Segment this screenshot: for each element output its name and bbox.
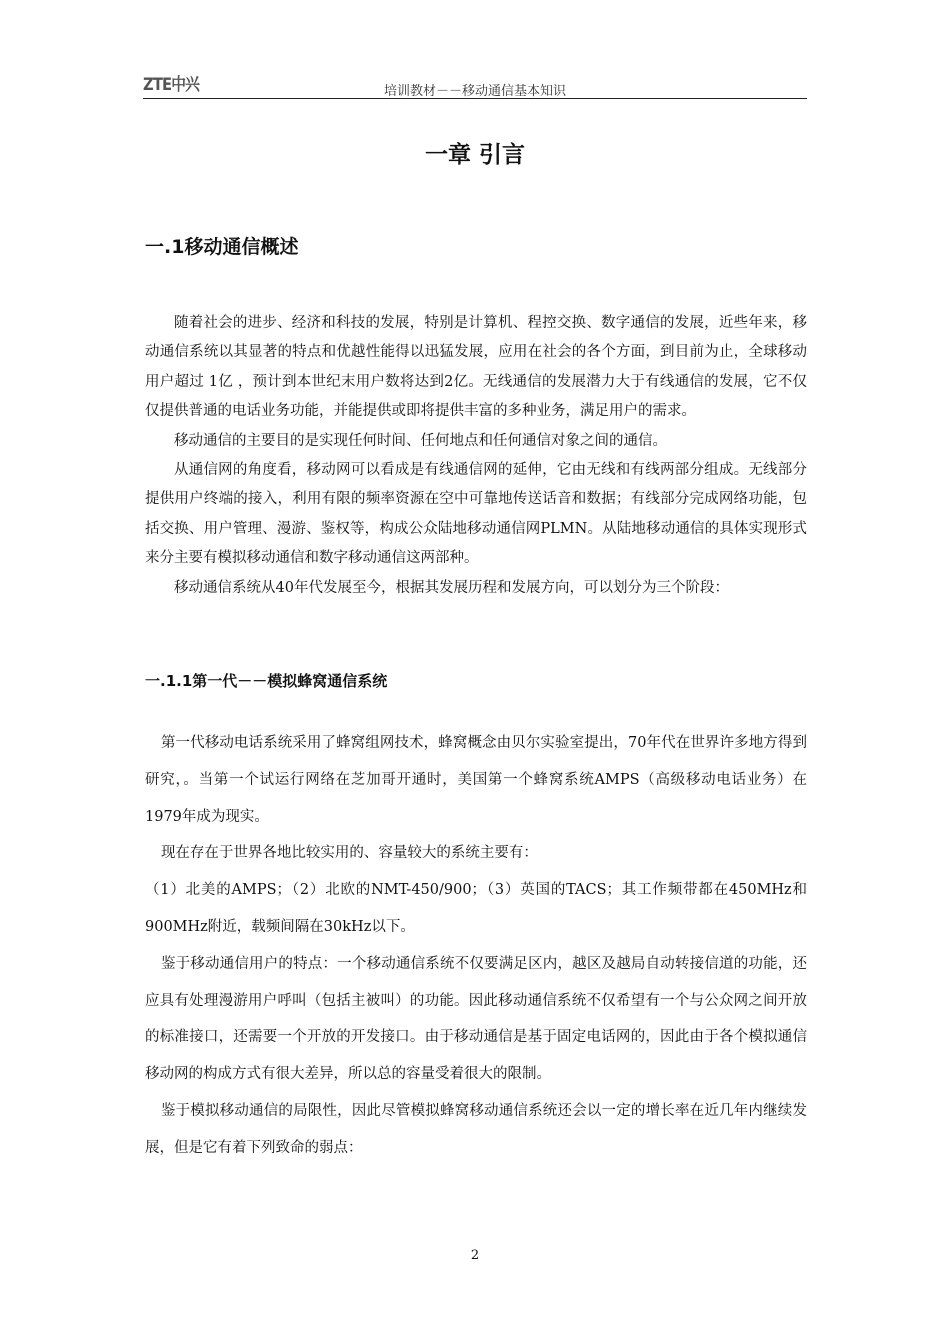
paragraph: 移动通信系统从40年代发展至今，根据其发展历程和发展方向，可以划分为三个阶段： xyxy=(174,579,729,596)
page-number: 2 xyxy=(470,1248,480,1263)
paragraph: 鉴于模拟移动通信的局限性，因此尽管模拟蜂窝移动通信系统还会以一定的增长率在近几年内继续发展，但是它有着下列致命的弱点： xyxy=(145,1102,807,1156)
chapter-title: 一章 引言 xyxy=(424,142,525,168)
svg-text:ZTE中兴: ZTE中兴 xyxy=(143,75,208,95)
section-body xyxy=(145,309,807,603)
header-title: 培训教材－－移动通信基本知识 xyxy=(383,84,566,99)
paragraph: （1）北美的AMPS；（2）北欧的NMT-450/900；（3）英国的TACS；其工作频带都在450MHz和900MHz附近，载频间隔在30kHz以下。 xyxy=(145,882,807,935)
paragraph: 从通信网的角度看，移动网可以看成是有线通信网的延伸，它由无线和有线两部分组成。无线部分提供用户终端的接入，利用有限的频率资源在空中可靠地传送话音和数据；有线部分完成网络功能，包括交换、用户管理、漫游、鉴权等，构成公众陆地移动通信网PLMN。从陆地移动通信的具体实现形式来分主要有模拟移动通信和数字移动通信这两部种。 xyxy=(145,462,807,567)
paragraph: 随着社会的进步、经济和科技的发展，特别是计算机、程控交换、数字通信的发展，近些年来，移动通信系统以其显著的特点和优越性能得以迅猛发展，应用在社会的各个方面，到目前为止，全球移动用户超过 1亿 ，预计到本世纪末用户数将达到2亿。无线通信的发展潜力大于有线通信的发展，它不仅仅提供普通的电话业务功能，并能提供或即将提供丰富的多种业务，满足用户的需求。 xyxy=(145,315,807,420)
paragraph: 第一代移动电话系统采用了蜂窝组网技术，蜂窝概念由贝尔实验室提出，70年代在世界许多地方得到研究，。当第一个试运行网络在芝加哥开通时，美国第一个蜂窝系统AMPS（高级移动电话业务）在1979年成为现实。 xyxy=(145,735,807,825)
page-header xyxy=(143,70,807,99)
paragraph: 现在存在于世界各地比较实用的、容量较大的系统主要有： xyxy=(160,845,538,862)
subsection-heading: 一.1.1第一代－－模拟蜂窝通信系统 xyxy=(145,672,388,690)
paragraph: 鉴于移动通信用户的特点：一个移动通信系统不仅要满足区内，越区及越局自动转接信道的功能，还应具有处理漫游用户呼叫（包括主被叫）的功能。因此移动通信系统不仅希望有一个与公众网之间开放的标准接口，还需要一个开放的开发接口。由于移动通信是基于固定电话网的，因此由于各个模拟通信移动网的构成方式有很大差异，所以总的容量受着很大的限制。 xyxy=(145,955,807,1083)
section-heading: 一.1移动通信概述 xyxy=(145,236,299,258)
subsection-body xyxy=(145,725,807,1167)
paragraph: 移动通信的主要目的是实现任何时间、任何地点和任何通信对象之间的通信。 xyxy=(174,432,667,449)
